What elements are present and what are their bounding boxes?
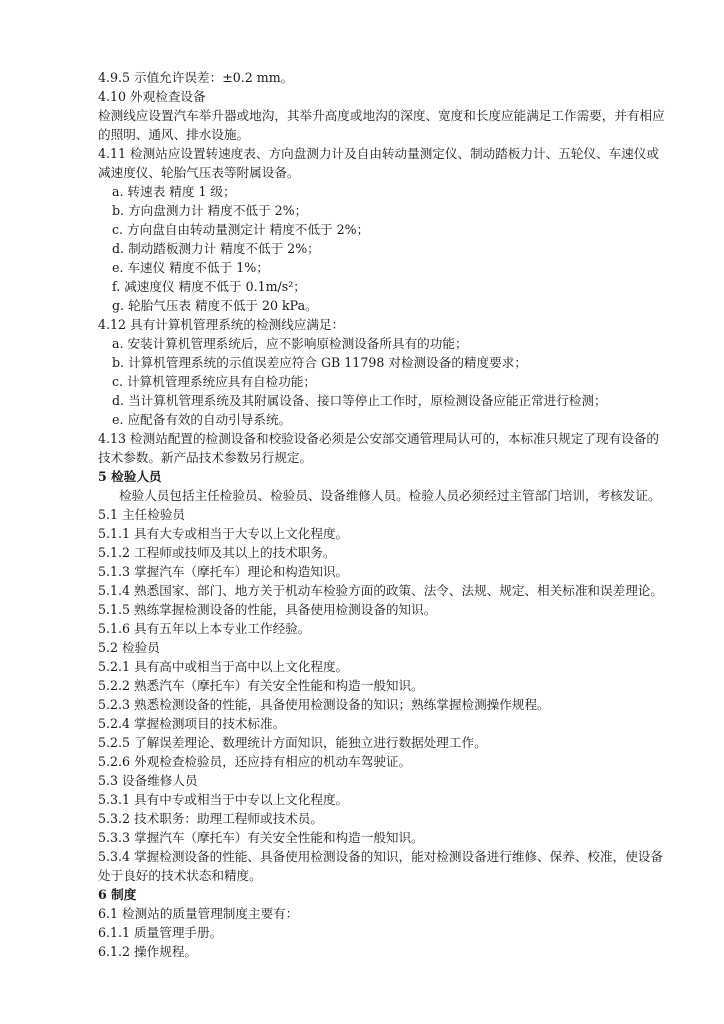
paragraph-line: 检测线应设置汽车举升器或地沟，其举升高度或地沟的深度、宽度和长度应能满足工作需要，并有相应 [98, 108, 665, 123]
clause-line: 5.3.3 掌握汽车（摩托车）有关安全性能和构造一般知识。 [98, 830, 424, 845]
list-item: c. 计算机管理系统应具有自检功能； [112, 374, 316, 389]
clause-line: 5.1.5 熟练掌握检测设备的性能，具备使用检测设备的知识。 [98, 602, 437, 617]
section-heading-5: 5 检验人员 [98, 469, 162, 484]
clause-line: 5.2.4 掌握检测项目的技术标准。 [98, 716, 286, 731]
list-item: c. 方向盘自由转动量测定计 精度不低于 2%； [112, 222, 370, 237]
paragraph-line: 减速度仪、轮胎气压表等附属设备。 [98, 165, 300, 180]
list-item: a. 安装计算机管理系统后，应不影响原检测设备所具有的功能； [112, 336, 468, 351]
clause-line: 5.1.3 掌握汽车（摩托车）理论和构造知识。 [98, 564, 349, 579]
list-item: d. 当计算机管理系统及其附属设备、接口等停止工作时，原检测设备应能正常进行检测； [112, 393, 607, 408]
section-heading-6: 6 制度 [98, 887, 137, 902]
list-item: d. 制动踏板测力计 精度不低于 2%； [112, 241, 320, 256]
clause-4-9-5: 4.9.5 示值允许误差：±0.2 mm。 [98, 70, 294, 85]
clause-line: 5.1.4 熟悉国家、部门、地方关于机动车检验方面的政策、法令、法规、规定、相关标准和误差理论。 [98, 583, 663, 598]
clause-line: 5.3.1 具有中专或相当于中专以上文化程度。 [98, 792, 349, 807]
clause-line: 5.2.5 了解误差理论、数理统计方面知识，能独立进行数据处理工作。 [98, 735, 487, 750]
list-item: g. 轮胎气压表 精度不低于 20 kPa。 [112, 298, 318, 313]
clause-line: 5.2.2 熟悉汽车（摩托车）有关安全性能和构造一般知识。 [98, 678, 424, 693]
clause-line: 5.1.6 具有五年以上本专业工作经验。 [98, 621, 311, 636]
clause-line: 5.2.1 具有高中或相当于高中以上文化程度。 [98, 659, 349, 674]
clause-line: 5.3.2 技术职务：助理工程师或技术员。 [98, 811, 323, 826]
subsection-heading: 5.1 主任检验员 [98, 507, 186, 522]
paragraph-line: 技术参数。新产品技术参数另行规定。 [98, 450, 313, 465]
clause-4-11: 4.11 检测站应设置转速度表、方向盘测力计及自由转动量测定仪、制动踏板力计、五轮仪、车速仪或 [98, 146, 659, 161]
paragraph-line: 处于良好的技术状态和精度。 [98, 868, 262, 883]
clause-line: 5.1.2 工程师或技师及其以上的技术职务。 [98, 545, 336, 560]
clause-line: 5.1.1 具有大专或相当于大专以上文化程度。 [98, 526, 349, 541]
clause-4-13: 4.13 检测站配置的检测设备和校验设备必须是公安部交通管理局认可的，本标准只规定了现有设备的 [98, 431, 659, 446]
clause-line: 5.2.6 外观检查检验员，还应持有相应的机动车驾驶证。 [98, 754, 412, 769]
paragraph-line: 检验人员包括主任检验员、检验员、设备维修人员。检验人员必须经过主管部门培训，考核发证。 [119, 488, 661, 503]
list-item: b. 方向盘测力计 精度不低于 2%； [112, 203, 308, 218]
list-item: e. 应配备有效的自动引导系统。 [112, 412, 292, 427]
list-item: a. 转速表 精度 1 级； [112, 184, 236, 199]
clause-4-12: 4.12 具有计算机管理系统的检测线应满足： [98, 317, 345, 332]
list-item: e. 车速仪 精度不低于 1%； [112, 260, 269, 275]
clause-line: 6.1.1 质量管理手册。 [98, 925, 223, 940]
subsection-heading: 5.2 检验员 [98, 640, 160, 655]
list-item: b. 计算机管理系统的示值误差应符合 GB 11798 对检测设备的精度要求； [112, 355, 527, 370]
heading-4-10: 4.10 外观检查设备 [98, 89, 206, 104]
clause-line: 5.2.3 熟悉检测设备的性能，具备使用检测设备的知识；熟练掌握检测操作规程。 [98, 697, 550, 712]
list-item: f. 减速度仪 精度不低于 0.1m/s²； [112, 279, 306, 294]
paragraph-line: 的照明、通风、排水设施。 [98, 127, 250, 142]
clause-line: 5.3.4 掌握检测设备的性能、具备使用检测设备的知识，能对检测设备进行维修、保养、校准，使设备 [98, 849, 663, 864]
subsection-heading: 5.3 设备维修人员 [98, 773, 198, 788]
subsection-heading: 6.1 检测站的质量管理制度主要有： [98, 906, 299, 921]
clause-line: 6.1.2 操作规程。 [98, 944, 198, 959]
